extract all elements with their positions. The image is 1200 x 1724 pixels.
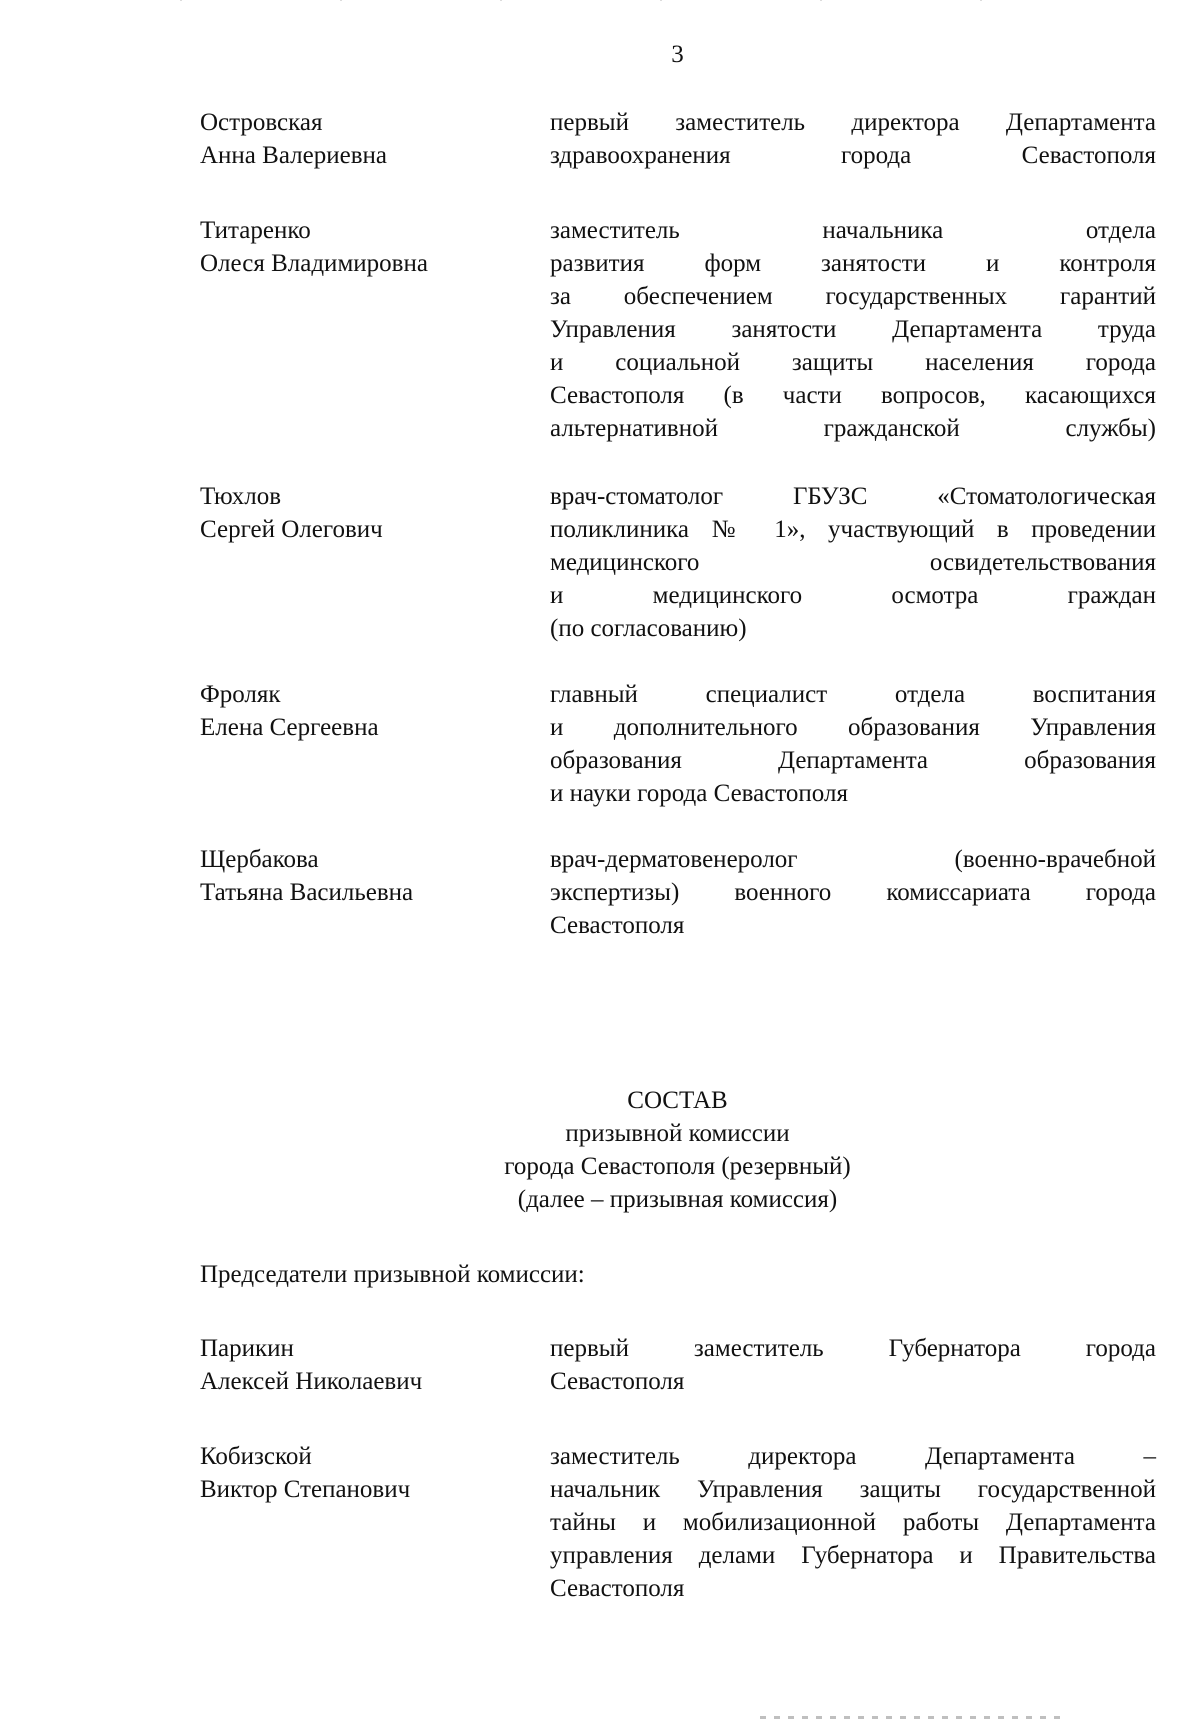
member-given-names: Татьяна Васильевна — [200, 879, 414, 906]
member-name — [200, 1332, 540, 1398]
position-line: тайны и мобилизационной работы Департамента — [550, 1509, 1156, 1536]
position-line: образования Департамента образования — [550, 747, 1156, 774]
position-line: (по согласованию) — [550, 615, 747, 642]
position-line: заместитель директора Департамента – — [550, 1443, 1156, 1470]
member-position — [550, 480, 1156, 645]
member-name — [200, 1440, 540, 1506]
member-position — [550, 1440, 1156, 1605]
heading-subtitle: города Севастополя (резервный) — [504, 1153, 851, 1180]
scan-edge-bottom — [760, 1716, 1060, 1719]
position-line: врач-стоматолог ГБУЗС «Стоматологическая — [550, 483, 1156, 510]
heading-title: СОСТАВ — [627, 1087, 728, 1114]
chairmen-label: Председатели призывной комиссии: — [200, 1261, 585, 1288]
member-surname: Парикин — [200, 1335, 294, 1362]
member-surname: Фроляк — [200, 681, 281, 708]
position-line: Севастополя — [550, 1575, 685, 1602]
position-line: за обеспечением государственных гарантий — [550, 283, 1156, 310]
member-name — [200, 214, 540, 280]
member-position — [550, 214, 1156, 445]
member-surname: Островская — [200, 109, 323, 136]
position-line: управления делами Губернатора и Правительства — [550, 1542, 1156, 1569]
position-line: и медицинского осмотра граждан — [550, 582, 1156, 609]
member-given-names: Анна Валериевна — [200, 142, 387, 169]
position-line: медицинского освидетельствования — [550, 549, 1156, 576]
position-line: главный специалист отдела воспитания — [550, 681, 1156, 708]
position-line: и дополнительного образования Управления — [550, 714, 1156, 741]
position-line: здравоохранения города Севастополя — [550, 142, 1156, 169]
position-line: первый заместитель Губернатора города — [550, 1335, 1156, 1362]
position-line: первый заместитель директора Департамента — [550, 109, 1156, 136]
position-line: Управления занятости Департамента труда — [550, 316, 1156, 343]
position-line: врач-дерматовенеролог (военно-врачебной — [550, 846, 1156, 873]
member-surname: Тюхлов — [200, 483, 282, 510]
member-given-names: Елена Сергеевна — [200, 714, 379, 741]
position-line: экспертизы) военного комиссариата города — [550, 879, 1156, 906]
member-given-names: Сергей Олегович — [200, 516, 383, 543]
member-surname: Щербакова — [200, 846, 319, 873]
member-position — [550, 106, 1156, 172]
position-line: поликлиника № 1», участвующий в проведении — [550, 516, 1156, 543]
scan-edge-top — [180, 0, 1020, 1]
member-given-names: Алексей Николаевич — [200, 1368, 423, 1395]
position-line: Севастополя (в части вопросов, касающихся — [550, 382, 1156, 409]
section-heading — [0, 1084, 1200, 1216]
member-name — [200, 678, 540, 744]
heading-subtitle: (далее – призывная комиссия) — [517, 1186, 838, 1213]
member-position — [550, 843, 1156, 942]
position-line: начальник Управления защиты государственной — [550, 1476, 1156, 1503]
position-line: Севастополя — [550, 1368, 685, 1395]
member-surname: Кобизской — [200, 1443, 312, 1470]
member-given-names: Олеся Владимировна — [200, 250, 428, 277]
position-line: Севастополя — [550, 912, 685, 939]
member-given-names: Виктор Степанович — [200, 1476, 411, 1503]
position-line: и науки города Севастополя — [550, 780, 848, 807]
member-position — [550, 1332, 1156, 1398]
member-name — [200, 106, 540, 172]
member-name — [200, 843, 540, 909]
member-position — [550, 678, 1156, 810]
position-line: и социальной защиты населения города — [550, 349, 1156, 376]
position-line: заместитель начальника отдела — [550, 217, 1156, 244]
position-line: альтернативной гражданской службы) — [550, 415, 1156, 442]
position-line: развития форм занятости и контроля — [550, 250, 1156, 277]
member-surname: Титаренко — [200, 217, 311, 244]
page-number: 3 — [671, 41, 684, 68]
heading-subtitle: призывной комиссии — [565, 1120, 790, 1147]
member-name — [200, 480, 540, 546]
